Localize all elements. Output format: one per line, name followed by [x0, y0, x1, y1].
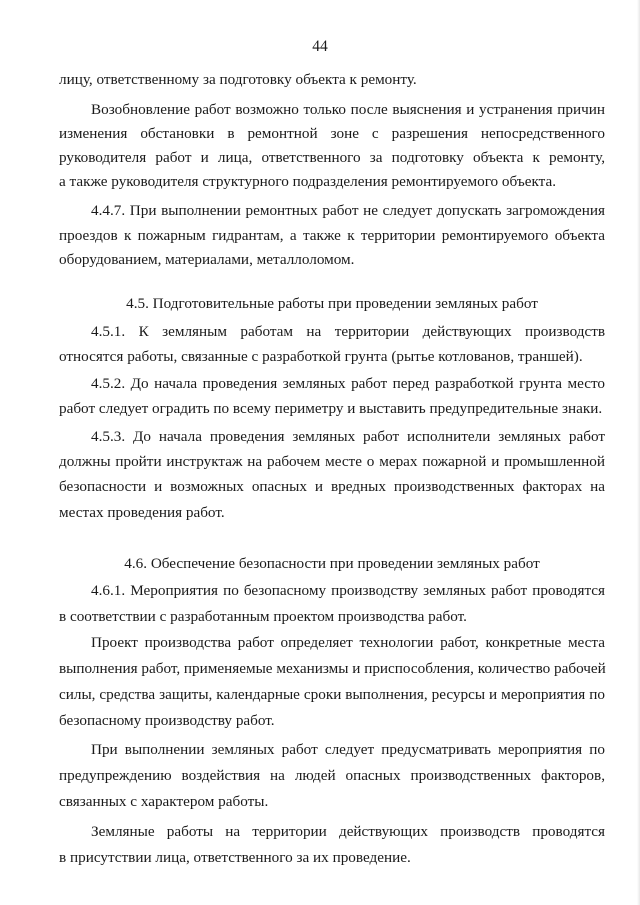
page-number: 44	[312, 38, 328, 55]
text-line: местах проведения работ.	[59, 504, 225, 521]
text-line: руководителя работ и лица, ответственного за подготовку объекта к ремонту,	[59, 149, 605, 166]
text-line: 4.6.1. Мероприятия по безопасному производству земляных работ проводятся	[91, 582, 605, 599]
text-line: работ следует оградить по всему периметру и выставить предупредительные знаки.	[59, 400, 603, 417]
text-line: Проект производства работ определяет технологии работ, конкретные места	[91, 634, 605, 651]
text-line: безопасному производству работ.	[59, 712, 275, 729]
text-line: 4.5.1. К земляным работам на территории действующих производств	[91, 323, 605, 340]
text-line: связанных с характером работы.	[59, 793, 269, 810]
text-line: 4.4.7. При выполнении ремонтных работ не следует допускать загромождения	[91, 202, 605, 219]
text-line: должны пройти инструктаж на рабочем месте о мерах пожарной и промышленной	[59, 453, 605, 470]
text-line: безопасности и возможных опасных и вредных производственных факторах на	[59, 478, 605, 495]
section-heading: 4.6. Обеспечение безопасности при проведении земляных работ	[124, 555, 540, 572]
text-line: в присутствии лица, ответственного за их проведение.	[59, 849, 411, 866]
text-line: проездов к пожарным гидрантам, а также к территории ремонтируемого объекта	[59, 227, 605, 244]
text-line: выполнения работ, применяемые механизмы и приспособления, количество рабочей	[59, 660, 606, 677]
text-line: 4.5.3. До начала проведения земляных работ исполнители земляных работ	[91, 428, 605, 445]
text-line: 4.5.2. До начала проведения земляных работ перед разработкой грунта место	[91, 375, 605, 392]
text-line: относятся работы, связанные с разработкой грунта (рытье котлованов, траншей).	[59, 348, 583, 365]
text-line: предупреждению воздействия на людей опасных производственных факторов,	[59, 767, 605, 784]
text-line: лицу, ответственному за подготовку объекта к ремонту.	[59, 71, 417, 88]
text-line: а также руководителя структурного подразделения ремонтируемого объекта.	[59, 173, 557, 190]
text-line: изменения обстановки в ремонтной зоне с разрешения непосредственного	[59, 125, 605, 142]
text-line: При выполнении земляных работ следует предусматривать мероприятия по	[91, 741, 605, 758]
text-line: оборудованием, материалами, металлоломом.	[59, 251, 355, 268]
text-line: в соответствии с разработанным проектом производства работ.	[59, 608, 467, 625]
text-line: Земляные работы на территории действующих производств проводятся	[91, 823, 605, 840]
text-line: Возобновление работ возможно только после выяснения и устранения причин	[91, 101, 605, 118]
text-line: силы, средства защиты, календарные сроки выполнения, ресурсы и мероприятия по	[59, 686, 605, 703]
section-heading: 4.5. Подготовительные работы при проведении земляных работ	[126, 295, 538, 312]
